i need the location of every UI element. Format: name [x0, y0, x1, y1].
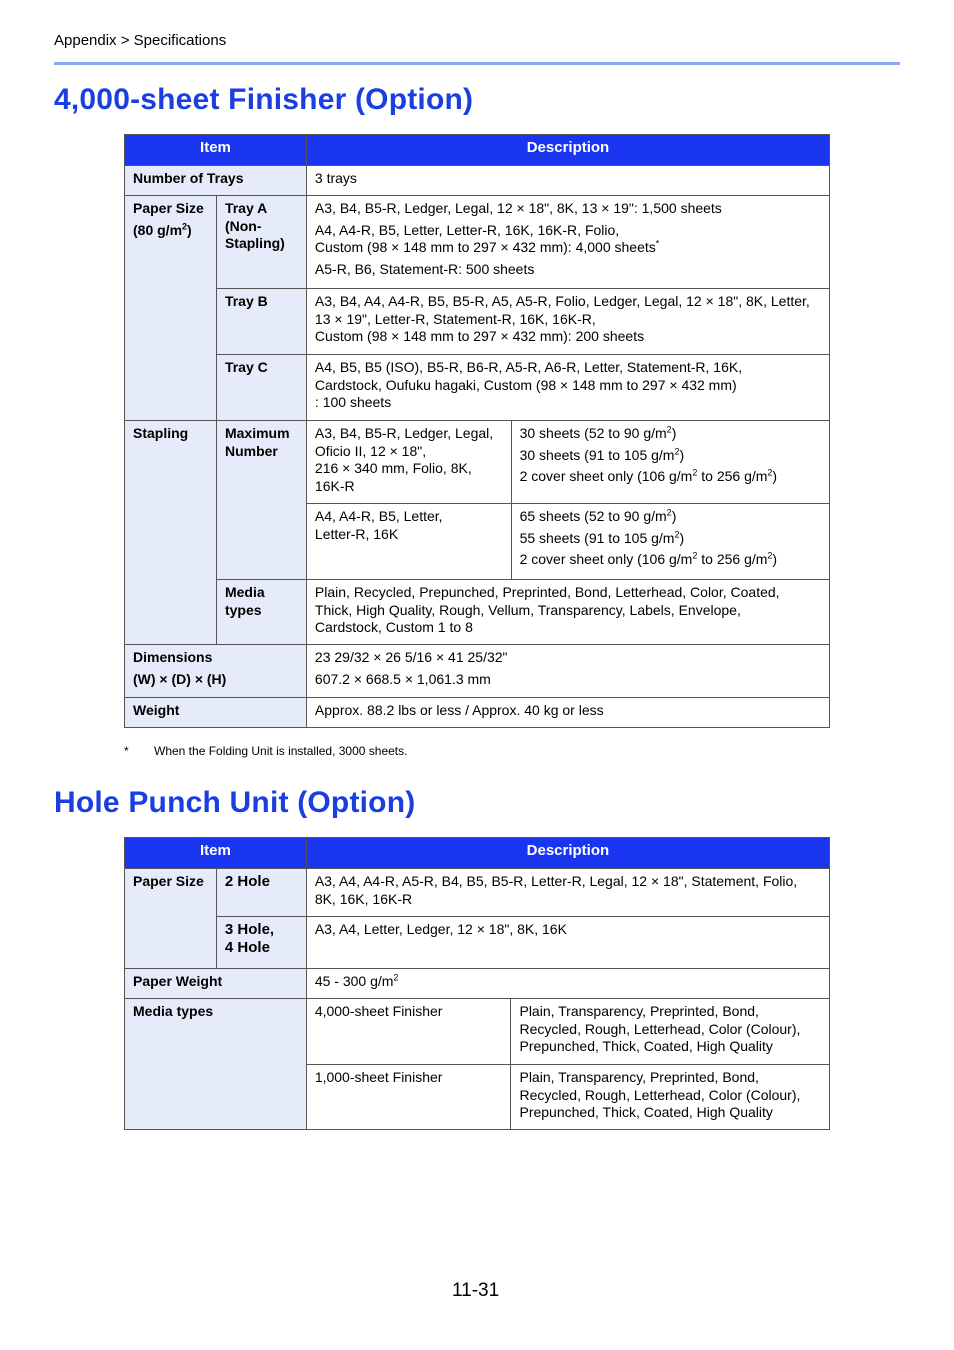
table-row: [125, 355, 830, 421]
header-description: Description: [306, 838, 829, 869]
sublabel-3-4-hole: 3 Hole, 4 Hole: [216, 917, 306, 969]
finisher-4000-label: 4,000-sheet Finisher: [306, 999, 511, 1065]
table-row: [125, 869, 830, 917]
row-label-paper-size: Paper Size (80 $g/m^2$): [125, 196, 217, 421]
max-group1-values: 30 sheets (52 to 90 $g/m^2$) 30 sheets (91 to 105 $g/m^2$) 2 cover sheet only (106 $g/m^2$ to 256 $g/m^2$): [511, 421, 829, 504]
footnote: * When the Folding Unit is installed, 3000 sheets.: [124, 744, 408, 758]
paper-weight-value: 45 - 300 $g/m^2$: [306, 969, 829, 999]
sublabel-tray-a: Tray A (Non-Stapling): [216, 196, 306, 289]
tray-c-value: A4, B5, B5 (ISO), B5-R, B6-R, A5-R, A6-R, Letter, Statement-R, 16K, Cardstock, Oufuku hagaki, Custom (98 × 148 mm to 297 × 432 mm) : 100 sheets: [306, 355, 829, 421]
table-row: [125, 289, 830, 355]
three-four-hole-value: A3, A4, Letter, Ledger, 12 × 18", 8K, 16K: [306, 917, 829, 969]
finisher-spec-table: [124, 134, 830, 728]
tray-a-value: A3, B4, B5-R, Ledger, Legal, 12 × 18", 8K, 13 × 19": 1,500 sheets A4, A4-R, B5, Letter, Letter-R, 16K, 16K-R, Folio, Custom (98 × 148 mm to 297 × 432 mm): 4,000 sheets* A5-R, B6, Statement-R: 500 sheets: [306, 196, 829, 289]
table-row: [125, 421, 830, 504]
media-types-value: Plain, Recycled, Prepunched, Preprinted, Bond, Letterhead, Color, Coated, Thick, High Quality, Rough, Vellum, Transparency, Labels, Envelope, Cardstock, Custom 1 to 8: [306, 580, 829, 645]
table-row: [125, 698, 830, 728]
row-label-weight: Weight: [125, 698, 307, 728]
row-label-stapling: Stapling: [125, 421, 217, 645]
hole-punch-spec-table: [124, 837, 830, 1130]
tray-b-value: A3, B4, A4, A4-R, B5, B5-R, A5, A5-R, Folio, Ledger, Legal, 12 × 18", 8K, Letter, 13 × 19", Letter-R, Statement-R, 16K, 16K-R, Custom (98 × 148 mm to 297 × 432 mm): 200 sheets: [306, 289, 829, 355]
header-rule: [54, 62, 900, 65]
breadcrumb: Appendix > Specifications: [54, 32, 227, 49]
table-row: [125, 196, 830, 289]
table-row: [125, 645, 830, 698]
row-label-dimensions: Dimensions (W) × (D) × (H): [125, 645, 307, 698]
max-group2-values: 65 sheets (52 to 90 $g/m^2$) 55 sheets (91 to 105 $g/m^2$) 2 cover sheet only (106 $g/m^2$ to 256 $g/m^2$): [511, 504, 829, 580]
sublabel-tray-b: Tray B: [216, 289, 306, 355]
row-label-media-types: Media types: [125, 999, 307, 1130]
sublabel-2-hole: 2 Hole: [216, 869, 306, 917]
finisher-1000-media: Plain, Transparency, Preprinted, Bond, Recycled, Rough, Letterhead, Color (Colour), Prepunched, Thick, Coated, High Quality: [511, 1065, 830, 1130]
row-label: Number of Trays: [125, 166, 307, 196]
max-group1-sizes: A3, B4, B5-R, Ledger, Legal, Oficio II, 12 × 18", 216 × 340 mm, Folio, 8K, 16K-R: [306, 421, 511, 504]
row-value: 3 trays: [306, 166, 829, 196]
sublabel-maximum-number: Maximum Number: [216, 421, 306, 580]
row-label-paper-size: Paper Size: [125, 869, 217, 969]
section-title-hole-punch: Hole Punch Unit (Option): [54, 786, 416, 819]
header-item: Item: [125, 838, 307, 869]
table-row: [125, 969, 830, 999]
max-group2-sizes: A4, A4-R, B5, Letter, Letter-R, 16K: [306, 504, 511, 580]
table-header-row: [125, 135, 830, 166]
table-header-row: [125, 838, 830, 869]
table-row: [125, 580, 830, 645]
table-row: [125, 999, 830, 1065]
sublabel-tray-c: Tray C: [216, 355, 306, 421]
finisher-4000-media: Plain, Transparency, Preprinted, Bond, Recycled, Rough, Letterhead, Color (Colour), Prepunched, Thick, Coated, High Quality: [511, 999, 830, 1065]
sublabel-media-types: Media types: [216, 580, 306, 645]
table-row: [125, 917, 830, 969]
section-title-finisher: 4,000-sheet Finisher (Option): [54, 83, 474, 116]
row-label-paper-weight: Paper Weight: [125, 969, 307, 999]
weight-value: Approx. 88.2 lbs or less / Approx. 40 kg or less: [306, 698, 829, 728]
finisher-1000-label: 1,000-sheet Finisher: [306, 1065, 511, 1130]
table-row: [125, 166, 830, 196]
dimensions-value: 23 29/32 × 26 5/16 × 41 25/32" 607.2 × 668.5 × 1,061.3 mm: [306, 645, 829, 698]
page-number: 11-31: [452, 1280, 500, 1301]
header-description: Description: [306, 135, 829, 166]
two-hole-value: A3, A4, A4-R, A5-R, B4, B5, B5-R, Letter-R, Legal, 12 × 18", Statement, Folio, 8K, 16K, 16K-R: [306, 869, 829, 917]
header-item: Item: [125, 135, 307, 166]
